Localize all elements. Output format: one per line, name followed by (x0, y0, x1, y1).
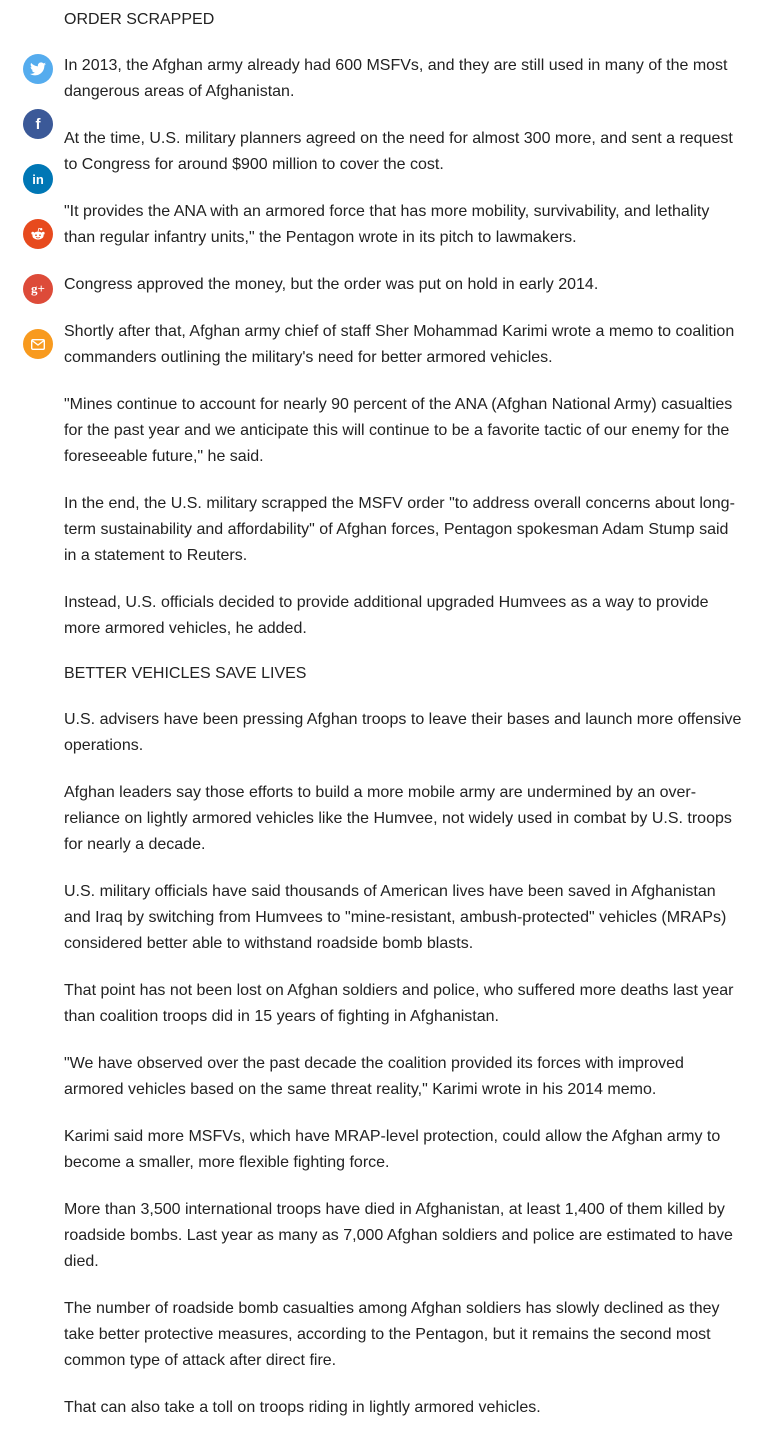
paragraph: More than 3,500 international troops have died in Afghanistan, at least 1,400 of them killed by roadside bombs. Last year as many as 7,000 Afghan soldiers and police are estimated to have died. (64, 1201, 733, 1270)
paragraph: "Mines continue to account for nearly 90 percent of the ANA (Afghan National Army) casualties for the past year and we anticipate this will continue to be a favorite tactic of our enemy for the foreseeable future," he said. (64, 396, 733, 465)
article-body (64, 0, 744, 1442)
facebook-icon: f (35, 115, 41, 133)
paragraph: U.S. military officials have said thousands of American lives have been saved in Afghanistan and Iraq by switching from Humvees to "mine-resistant, ambush-protected" vehicles (MRAPs) considered better able to withstand roadside bomb blasts. (64, 883, 727, 952)
paragraph: Congress approved the money, but the order was put on hold in early 2014. (64, 276, 599, 293)
googleplus-share-button[interactable] (23, 274, 53, 304)
linkedin-icon: in (32, 171, 44, 187)
paragraph: At the time, U.S. military planners agreed on the need for almost 300 more, and sent a request to Congress for around $900 million to cover the cost. (64, 130, 733, 173)
linkedin-share-button[interactable] (23, 164, 53, 194)
twitter-share-button[interactable] (23, 54, 53, 84)
paragraph: "It provides the ANA with an armored force that has more mobility, survivability, and lethality than regular infantry units," the Pentagon wrote in its pitch to lawmakers. (64, 203, 710, 246)
section-heading-order-scrapped: ORDER SCRAPPED (64, 11, 215, 28)
twitter-icon (30, 62, 46, 76)
paragraph: Instead, U.S. officials decided to provide additional upgraded Humvees as a way to provide more armored vehicles, he added. (64, 594, 709, 637)
paragraph: That can also take a toll on troops riding in lightly armored vehicles. (64, 1399, 541, 1416)
paragraph: Karimi said more MSFVs, which have MRAP-level protection, could allow the Afghan army to become a smaller, more flexible fighting force. (64, 1128, 721, 1171)
envelope-icon (31, 339, 45, 350)
paragraph: Shortly after that, Afghan army chief of staff Sher Mohammad Karimi wrote a memo to coalition commanders outlining the military's need for better armored vehicles. (64, 323, 735, 366)
paragraph: U.S. advisers have been pressing Afghan troops to leave their bases and launch more offensive operations. (64, 711, 742, 754)
paragraph: In the end, the U.S. military scrapped the MSFV order "to address overall concerns about long-term sustainability and affordability" of Afghan forces, Pentagon spokesman Adam Stump said in a statement to Reuters. (64, 495, 735, 564)
googleplus-icon: g+ (31, 281, 45, 296)
paragraph: Afghan leaders say those efforts to build a more mobile army are undermined by an over-reliance on lightly armored vehicles like the Humvee, not widely used in combat by U.S. troops for nearly a decade. (64, 784, 732, 853)
paragraph: The number of roadside bomb casualties among Afghan soldiers has slowly declined as they take better protective measures, according to the Pentagon, but it remains the second most common type of attack after direct fire. (64, 1300, 720, 1369)
email-share-button[interactable] (23, 329, 53, 359)
section-heading-better-vehicles: BETTER VEHICLES SAVE LIVES (64, 665, 307, 682)
reddit-icon (30, 227, 46, 241)
facebook-share-button[interactable] (23, 109, 53, 139)
share-bar (22, 54, 54, 384)
paragraph: "We have observed over the past decade the coalition provided its forces with improved armored vehicles based on the same threat reality," Karimi wrote in his 2014 memo. (64, 1055, 684, 1098)
paragraph: In 2013, the Afghan army already had 600 MSFVs, and they are still used in many of the most dangerous areas of Afghanistan. (64, 57, 728, 100)
reddit-share-button[interactable] (23, 219, 53, 249)
paragraph: That point has not been lost on Afghan soldiers and police, who suffered more deaths last year than coalition troops did in 15 years of fighting in Afghanistan. (64, 982, 734, 1025)
